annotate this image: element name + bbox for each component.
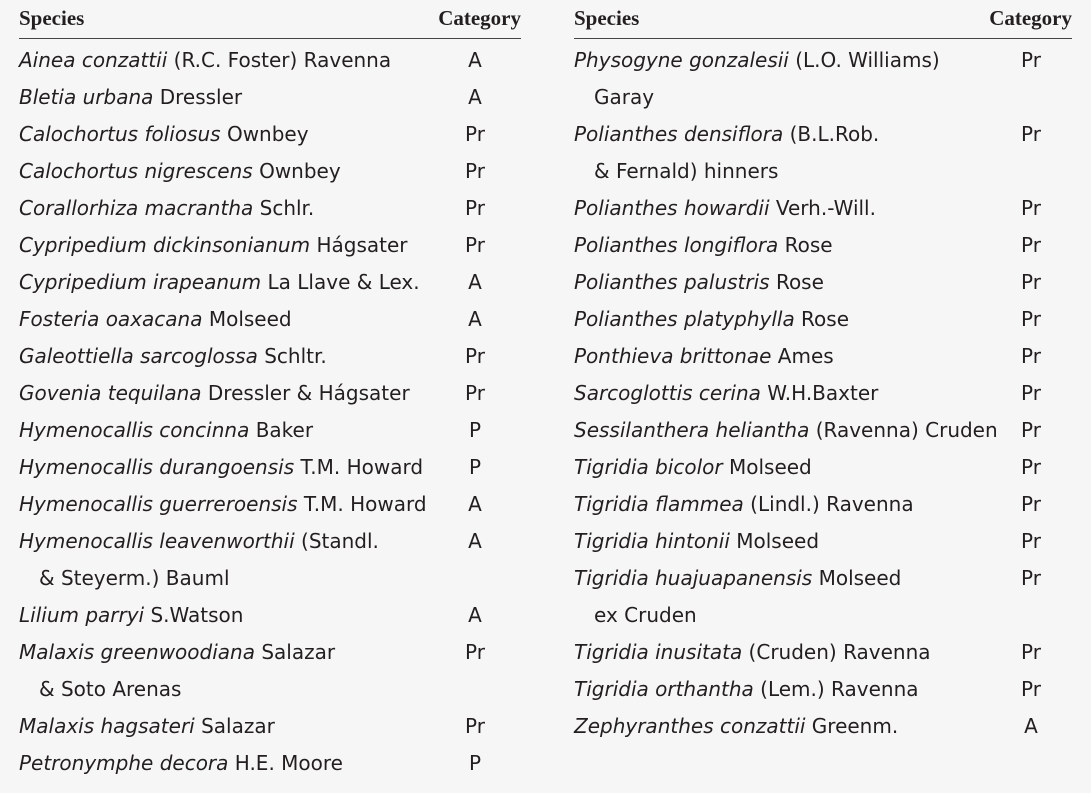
species-name	[574, 338, 834, 375]
species-name	[574, 486, 914, 523]
species-binomial: Polianthes palustris	[574, 270, 770, 294]
species-name	[574, 412, 998, 449]
category-value: Pr	[465, 122, 485, 146]
species-author: Dressler & Hágsater	[201, 381, 410, 405]
species-binomial: Hymenocallis concinna	[19, 418, 250, 442]
table-row	[19, 409, 521, 446]
table-row	[574, 39, 1072, 76]
category-value: P	[468, 751, 482, 775]
species-binomial: Tigridia flammea	[574, 492, 744, 516]
species-author: Salazar	[254, 640, 336, 664]
category-value: Pr	[1021, 48, 1041, 72]
species-author: (Ravenna) Cruden	[809, 418, 998, 442]
table-row-continuation	[574, 150, 1072, 187]
species-header: Species	[19, 6, 85, 30]
right-table	[574, 0, 1072, 742]
table-row	[574, 409, 1072, 446]
table-row	[19, 150, 521, 187]
species-author: (R.C. Foster) Ravenna	[167, 48, 392, 72]
species-author: (Cruden) Ravenna	[742, 640, 931, 664]
category-value: Pr	[1021, 492, 1041, 516]
category-value: A	[468, 603, 482, 627]
species-binomial: Sarcoglottis cerina	[574, 381, 761, 405]
table-row	[574, 335, 1072, 372]
table-row	[19, 520, 521, 557]
species-binomial: Cypripedium irapeanum	[19, 270, 262, 294]
species-name	[574, 301, 849, 338]
category-value: Pr	[1021, 381, 1041, 405]
species-name	[19, 412, 313, 449]
species-binomial: Calochortus foliosus	[19, 122, 221, 146]
species-author: Molseed	[202, 307, 292, 331]
species-author: Hágsater	[310, 233, 408, 257]
table-row	[19, 742, 521, 779]
table-row	[19, 594, 521, 631]
species-binomial: Polianthes longiflora	[574, 233, 779, 257]
species-author: (Lindl.) Ravenna	[743, 492, 914, 516]
table-row	[19, 187, 521, 224]
table-row	[19, 113, 521, 150]
species-name	[19, 338, 327, 375]
species-name	[19, 227, 408, 264]
category-value: Pr	[1021, 270, 1041, 294]
species-binomial: Lilium parryi	[19, 603, 145, 627]
table-row-continuation	[574, 76, 1072, 113]
table-row	[574, 113, 1072, 150]
category-value: A	[468, 48, 482, 72]
table-row	[19, 705, 521, 742]
table-row	[19, 76, 521, 113]
table-row	[19, 261, 521, 298]
table-row	[574, 705, 1072, 742]
species-binomial: Tigridia huajuapanensis	[574, 566, 813, 590]
table-row	[19, 335, 521, 372]
table-row	[574, 224, 1072, 261]
category-value: Pr	[465, 344, 485, 368]
species-name	[19, 449, 423, 486]
left-table	[19, 0, 521, 779]
species-binomial: Polianthes howardii	[574, 196, 770, 220]
species-name	[574, 449, 812, 486]
species-name	[574, 560, 901, 597]
species-name	[594, 79, 654, 116]
category-value: Pr	[1021, 233, 1041, 257]
species-binomial: Tigridia bicolor	[574, 455, 723, 479]
table-row	[19, 372, 521, 409]
species-binomial: Physogyne gonzalesii	[574, 48, 789, 72]
species-binomial: Galeottiella sarcoglossa	[19, 344, 258, 368]
species-binomial: Calochortus nigrescens	[19, 159, 253, 183]
table-row	[574, 483, 1072, 520]
species-author: Schltr.	[257, 344, 327, 368]
species-name	[19, 708, 275, 745]
table-row	[574, 446, 1072, 483]
category-value: Pr	[465, 381, 485, 405]
category-value: A	[468, 85, 482, 109]
table-row	[574, 298, 1072, 335]
table-row	[574, 187, 1072, 224]
species-author: S.Watson	[144, 603, 244, 627]
species-name-continuation: & Steyerm.) Bauml	[39, 566, 230, 590]
species-author: (Lem.) Ravenna	[753, 677, 919, 701]
species-author: Ownbey	[220, 122, 309, 146]
species-binomial: Zephyranthes conzattii	[574, 714, 806, 738]
species-name	[574, 375, 878, 412]
table-row	[574, 557, 1072, 594]
category-value: A	[468, 492, 482, 516]
species-name	[39, 671, 181, 708]
species-binomial: Sessilanthera heliantha	[574, 418, 810, 442]
species-name	[19, 634, 335, 671]
table-row	[574, 261, 1072, 298]
species-author: Molseed	[729, 529, 820, 553]
species-author: La Llave & Lex.	[261, 270, 420, 294]
species-name	[39, 560, 230, 597]
species-binomial: Fosteria oaxacana	[19, 307, 203, 331]
table-row	[19, 483, 521, 520]
species-author: (Standl.	[294, 529, 379, 553]
table-row	[574, 520, 1072, 557]
species-author: T.M. Howard	[297, 492, 427, 516]
right-table-body	[574, 39, 1072, 742]
species-author: Verh.-Will.	[769, 196, 876, 220]
table-row	[19, 224, 521, 261]
table-row	[19, 631, 521, 668]
species-name-continuation: & Fernald) hinners	[594, 159, 779, 183]
species-binomial: Cypripedium dickinsonianum	[19, 233, 311, 257]
category-value: P	[468, 455, 482, 479]
species-binomial: Hymenocallis leavenworthii	[19, 529, 295, 553]
species-name	[574, 708, 898, 745]
category-value: A	[468, 270, 482, 294]
category-value: Pr	[465, 159, 485, 183]
species-author: Rose	[769, 270, 824, 294]
species-binomial: Malaxis greenwoodiana	[19, 640, 255, 664]
species-author: Schlr.	[253, 196, 315, 220]
species-name	[594, 597, 697, 634]
category-value: A	[468, 307, 482, 331]
species-name	[19, 523, 379, 560]
species-binomial: Hymenocallis guerreroensis	[19, 492, 298, 516]
species-author: Rose	[794, 307, 850, 331]
species-name	[574, 116, 879, 153]
species-name	[19, 79, 242, 116]
category-value: Pr	[465, 196, 485, 220]
species-name	[594, 153, 778, 190]
category-value: Pr	[465, 640, 485, 664]
species-author: Ownbey	[252, 159, 341, 183]
species-name-continuation: & Soto Arenas	[39, 677, 182, 701]
species-binomial: Govenia tequilana	[19, 381, 202, 405]
table-row-continuation	[574, 594, 1072, 631]
species-author: Greenm.	[805, 714, 899, 738]
species-name	[19, 597, 243, 634]
category-value: Pr	[465, 714, 485, 738]
species-name	[574, 190, 876, 227]
species-binomial: Petronymphe decora	[19, 751, 229, 775]
species-name	[574, 523, 819, 560]
species-author: Salazar	[194, 714, 275, 738]
species-name	[19, 42, 391, 79]
table-row-continuation	[19, 557, 521, 594]
table-row	[574, 631, 1072, 668]
species-name	[19, 116, 309, 153]
category-value: Pr	[1021, 196, 1041, 220]
species-name	[19, 486, 427, 523]
species-author: T.M. Howard	[294, 455, 424, 479]
table-row	[19, 39, 521, 76]
species-binomial: Tigridia hintonii	[574, 529, 730, 553]
species-binomial: Corallorhiza macrantha	[19, 196, 254, 220]
left-table-header	[19, 0, 521, 39]
species-binomial: Polianthes densiflora	[574, 122, 784, 146]
species-binomial: Bletia urbana	[19, 85, 154, 109]
species-header: Species	[574, 6, 640, 30]
species-author: W.H.Baxter	[760, 381, 879, 405]
species-binomial: Ponthieva brittonae	[574, 344, 772, 368]
species-author: Molseed	[722, 455, 812, 479]
species-binomial: Polianthes platyphylla	[574, 307, 795, 331]
category-value: Pr	[1021, 529, 1041, 553]
species-author: Dressler	[153, 85, 243, 109]
species-author: H.E. Moore	[228, 751, 343, 775]
category-value: Pr	[1021, 307, 1041, 331]
category-header: Category	[438, 6, 521, 30]
species-author: (B.L.Rob.	[783, 122, 880, 146]
category-value: Pr	[1021, 344, 1041, 368]
category-value: P	[468, 418, 482, 442]
species-author: Ames	[771, 344, 834, 368]
species-author: (L.O. Williams)	[788, 48, 940, 72]
species-name	[19, 745, 343, 782]
table-row	[574, 668, 1072, 705]
species-author: Molseed	[812, 566, 902, 590]
species-name	[19, 301, 292, 338]
category-value: Pr	[1021, 455, 1041, 479]
category-value: A	[468, 529, 482, 553]
species-name	[574, 42, 940, 79]
category-value: A	[1024, 714, 1038, 738]
table-row	[574, 372, 1072, 409]
species-name	[574, 634, 931, 671]
table-row-continuation	[19, 668, 521, 705]
category-value: Pr	[1021, 640, 1041, 664]
species-name	[574, 264, 824, 301]
category-value: Pr	[1021, 122, 1041, 146]
table-row	[19, 298, 521, 335]
category-header: Category	[989, 6, 1072, 30]
species-binomial: Tigridia orthantha	[574, 677, 754, 701]
species-name	[19, 375, 410, 412]
species-name	[19, 264, 420, 301]
species-binomial: Tigridia inusitata	[574, 640, 743, 664]
species-name-continuation: ex Cruden	[594, 603, 697, 627]
category-value: Pr	[465, 233, 485, 257]
category-value: Pr	[1021, 677, 1041, 701]
species-binomial: Malaxis hagsateri	[19, 714, 195, 738]
right-table-header	[574, 0, 1072, 39]
species-name	[19, 190, 314, 227]
category-value: Pr	[1021, 566, 1041, 590]
table-row	[19, 446, 521, 483]
left-table-body	[19, 39, 521, 779]
species-author: Baker	[249, 418, 314, 442]
species-name	[574, 227, 833, 264]
species-name-continuation: Garay	[594, 85, 655, 109]
species-binomial: Ainea conzattii	[19, 48, 168, 72]
species-author: Rose	[778, 233, 833, 257]
species-binomial: Hymenocallis durangoensis	[19, 455, 295, 479]
species-name	[19, 153, 341, 190]
species-name	[574, 671, 919, 708]
category-value: Pr	[1021, 418, 1041, 442]
